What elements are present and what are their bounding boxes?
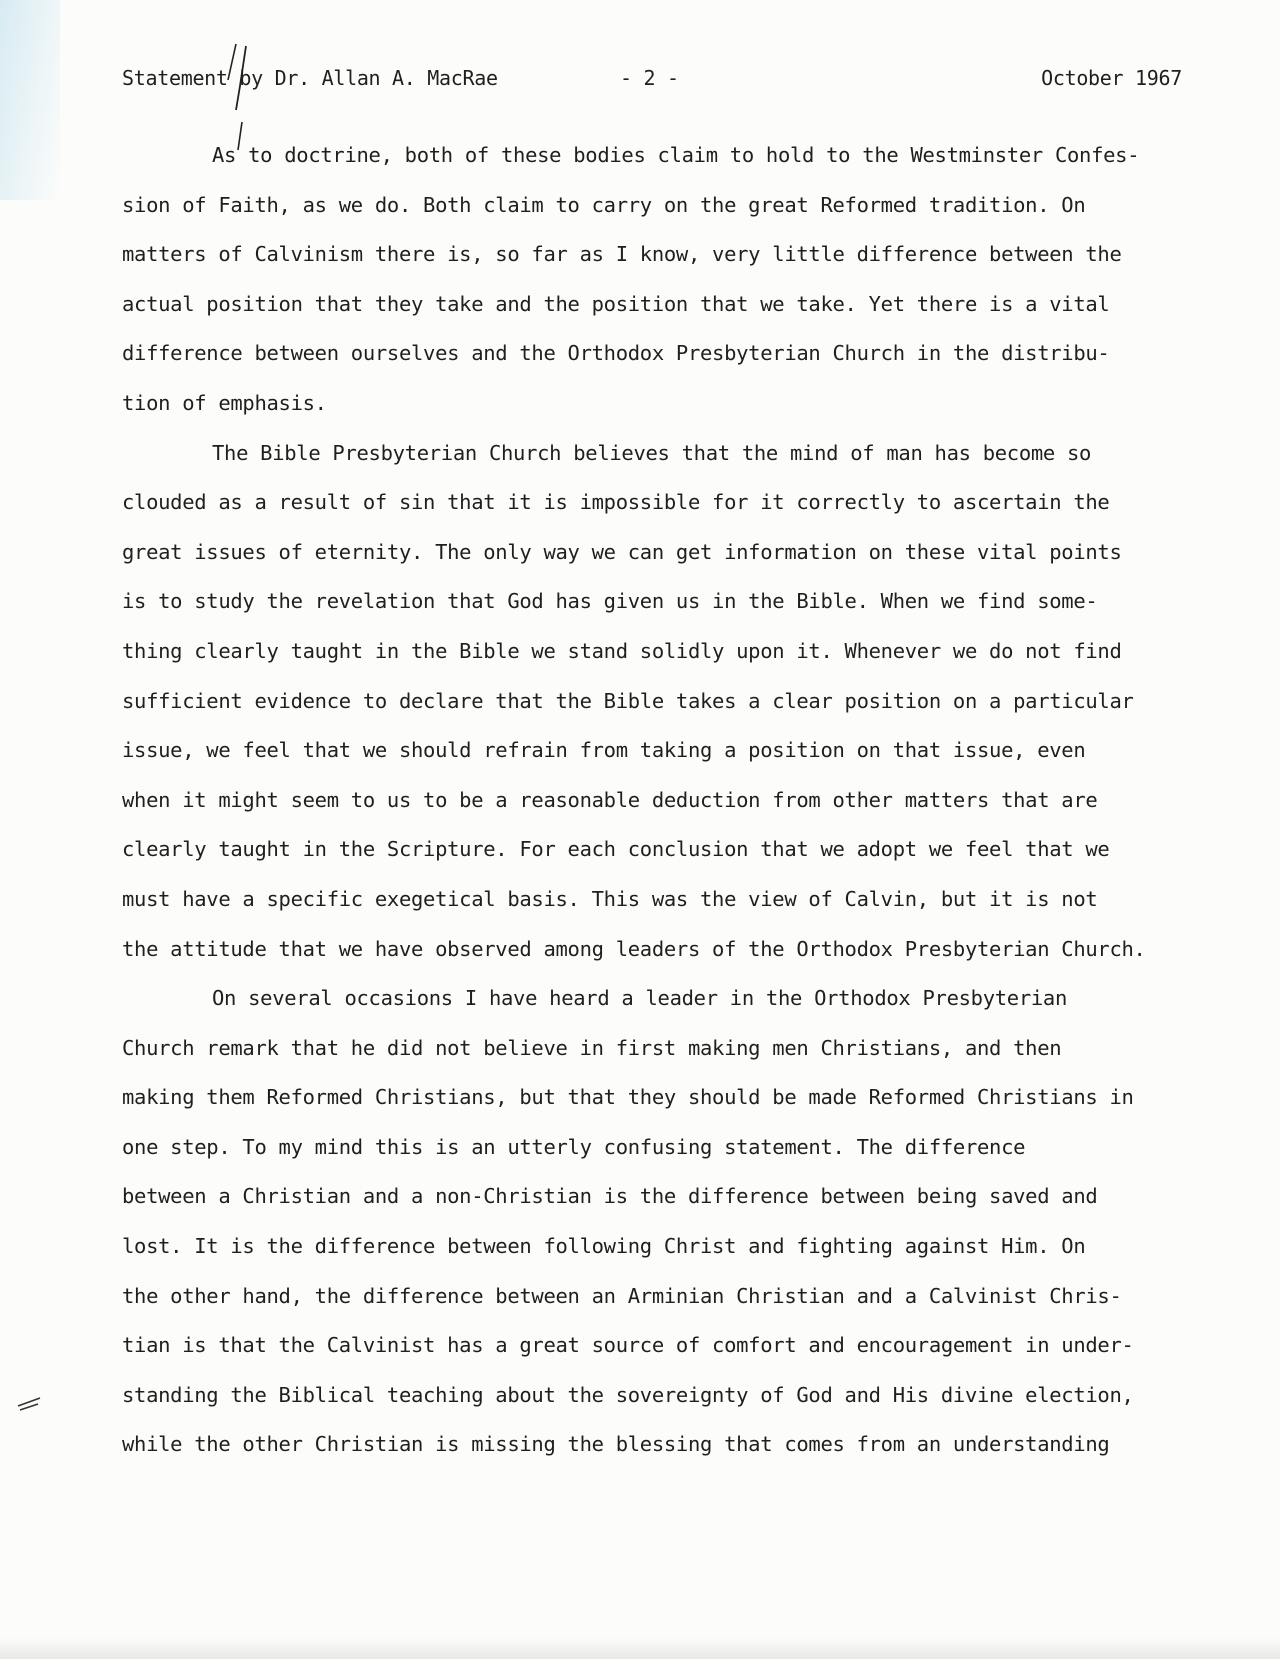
paragraph-first-line: As to doctrine, both of these bodies claim to hold to the Westminster Confes- xyxy=(212,143,1140,167)
body-text xyxy=(122,140,1192,1479)
scan-stain xyxy=(0,0,60,200)
paragraph-line: tian is that the Calvinist has a great source of comfort and encouragement in under- xyxy=(122,1333,1134,1358)
paragraph-first-line: The Bible Presbyterian Church believes that the mind of man has become so xyxy=(212,440,1092,465)
paragraph-line: standing the Biblical teaching about the sovereignty of God and His divine election, xyxy=(122,1382,1134,1407)
paragraph-line: difference between ourselves and the Orthodox Presbyterian Church in the distribu- xyxy=(122,341,1110,366)
scan-bottom-edge xyxy=(0,1638,1280,1659)
paragraph-line: clouded as a result of sin that it is impossible for it correctly to ascertain the xyxy=(122,490,1110,515)
paragraph-line: sion of Faith, as we do. Both claim to carry on the great Reformed tradition. On xyxy=(122,192,1086,217)
paragraph-line: making them Reformed Christians, but that they should be made Reformed Christians in xyxy=(122,1085,1134,1110)
page-header xyxy=(122,66,1182,96)
paragraph-line: thing clearly taught in the Bible we stand solidly upon it. Whenever we do not find xyxy=(122,638,1122,663)
paragraph-line: must have a specific exegetical basis. This was the view of Calvin, but it is not xyxy=(122,886,1098,911)
paragraph-line: the attitude that we have observed among leaders of the Orthodox Presbyterian Church. xyxy=(122,936,1146,961)
paragraph-line: clearly taught in the Scripture. For each conclusion that we adopt we feel that we xyxy=(122,837,1110,862)
paragraph-line: great issues of eternity. The only way we can get information on these vital points xyxy=(122,539,1122,564)
paragraph-line: while the other Christian is missing the blessing that comes from an understanding xyxy=(122,1432,1110,1457)
paragraph-line: sufficient evidence to declare that the Bible takes a clear position on a particular xyxy=(122,688,1134,713)
paragraph-line: matters of Calvinism there is, so far as I know, very little difference between the xyxy=(122,242,1122,267)
paragraph-line: the other hand, the difference between an Arminian Christian and a Calvinist Chris- xyxy=(122,1283,1122,1308)
header-date: October 1967 xyxy=(1041,66,1182,90)
paragraph-line: tion of emphasis. xyxy=(122,390,327,415)
paragraph-first-line: On several occasions I have heard a leader in the Orthodox Presbyterian xyxy=(212,986,1067,1011)
paragraph-line: actual position that they take and the position that we take. Yet there is a vital xyxy=(122,291,1110,316)
handwritten-margin-mark xyxy=(14,1388,44,1416)
paragraph-line: when it might seem to us to be a reasonable deduction from other matters that are xyxy=(122,787,1098,812)
page-number: - 2 - xyxy=(620,66,679,90)
paragraph-line: is to study the revelation that God has given us in the Bible. When we find some- xyxy=(122,589,1098,614)
header-statement-author: Statement by Dr. Allan A. MacRae xyxy=(122,66,498,90)
paragraph-line: Church remark that he did not believe in first making men Christians, and then xyxy=(122,1035,1062,1060)
paragraph-line: issue, we feel that we should refrain from taking a position on that issue, even xyxy=(122,738,1086,763)
paragraph-line: one step. To my mind this is an utterly confusing statement. The difference xyxy=(122,1134,1026,1159)
paragraph-line: between a Christian and a non-Christian is the difference between being saved and xyxy=(122,1184,1098,1209)
paragraph-line: lost. It is the difference between following Christ and fighting against Him. On xyxy=(122,1234,1086,1259)
